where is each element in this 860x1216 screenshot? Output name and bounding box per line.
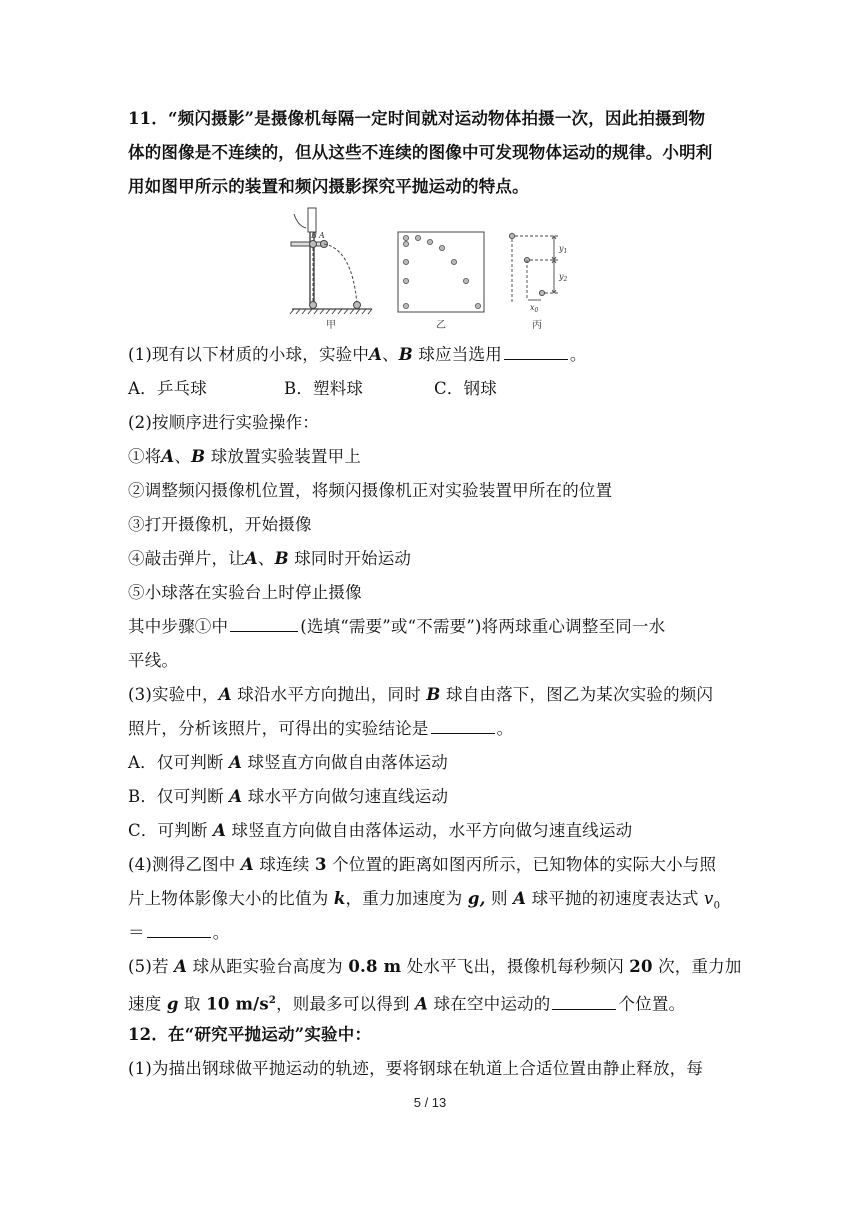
- q12-part1: (1)为描出钢球做平抛运动的轨迹，要将钢球在轨道上合适位置由静止释放，每: [128, 1059, 704, 1078]
- q11-part5-line2: 速度 g 取 10 $m/s^2$，则最多可以得到 A 球在空中运动的 个位置。: [128, 994, 686, 1014]
- label-A: A: [319, 231, 325, 240]
- q11-part2-question: 其中步骤①中 (选填“需要”或“不需要”)将两球重心调整至同一水: [128, 617, 666, 636]
- label-x0: $x_0$: [530, 303, 539, 314]
- q11-part3-option-c: C．可判断 A 球竖直方向做自由落体运动，水平方向做匀速直线运动: [128, 821, 633, 840]
- label-yi: 乙: [436, 320, 446, 331]
- q11-part3-option-b: B．仅可判断 A 球水平方向做匀速直线运动: [128, 787, 449, 806]
- q11-part4-line3: ＝ 。: [128, 923, 230, 942]
- q11-part2-step2: ②调整频闪摄像机位置，将频闪摄像机正对实验装置甲所在的位置: [128, 481, 613, 500]
- q11-part2-question-cont: 平线。: [128, 651, 179, 670]
- q11-intro-line-2: 体的图像是不连续的，但从这些不连续的图像中可发现物体运动的规律。小明利: [128, 143, 713, 162]
- q11-figure: [282, 204, 582, 334]
- answer-blank-4[interactable]: [147, 923, 211, 938]
- q11-part1: (1)现有以下材质的小球，实验中A、B 球应当选用 。: [128, 345, 587, 364]
- label-B: B: [311, 231, 317, 240]
- answer-blank-3[interactable]: [431, 719, 495, 734]
- q11-part2-step4: ④敲击弹片，让A、B 球同时开始运动: [128, 549, 412, 568]
- q11-part2-step3: ③打开摄像机，开始摄像: [128, 515, 312, 534]
- q11-part3-option-a: A．仅可判断 A 球竖直方向做自由落体运动: [128, 753, 448, 772]
- q12-title: 12．在“研究平抛运动”实验中：: [128, 1025, 372, 1044]
- q11-part2-step5: ⑤小球落在实验台上时停止摄像: [128, 583, 362, 602]
- answer-blank-1[interactable]: [504, 345, 568, 360]
- q11-intro-line-3: 用如图甲所示的装置和频闪摄影探究平抛运动的特点。: [128, 177, 529, 196]
- photo-yi: [398, 232, 484, 312]
- label-y2: $y_2$: [559, 272, 568, 283]
- page-number: 5 / 13: [413, 1095, 447, 1110]
- q11-part2-title: (2)按顺序进行实验操作：: [128, 413, 319, 432]
- answer-blank-2[interactable]: [230, 617, 298, 632]
- q11-part5-line1: (5)若 A 球从距实验台高度为 0.8 m 处水平飞出，摄像机每秒频闪 20 次，重力加: [128, 957, 742, 976]
- option-b: B．塑料球: [284, 379, 364, 398]
- label-y1: $y_1$: [559, 244, 568, 255]
- q11-part3-line2: 照片，分析该照片，可得出的实验结论是 。: [128, 719, 514, 738]
- apparatus-jia: [290, 208, 372, 314]
- q11-part2-step1: ①将A、B 球放置实验装置甲上: [128, 447, 362, 466]
- label-jia: 甲: [326, 320, 336, 331]
- q11-part4-line2: 片上物体影像大小的比值为 k，重力加速度为 g, 则 A 球平抛的初速度表达式 $v_0$: [128, 889, 721, 912]
- diagram-bing: [509, 233, 558, 304]
- q11-intro-line-1: 11．“频闪摄影”是摄像机每隔一定时间就对运动物体拍摄一次，因此拍摄到物: [128, 109, 706, 128]
- q11-part3-line1: (3)实验中，A 球沿水平方向抛出，同时 B 球自由落下，图乙为某次实验的频闪: [128, 685, 714, 704]
- option-c: C．钢球: [434, 379, 497, 398]
- label-bing: 丙: [532, 320, 542, 331]
- option-a: A．乒乓球: [128, 379, 207, 398]
- q11-part4-line1: (4)测得乙图中 A 球连续 3 个位置的距离如图丙所示，已知物体的实际大小与照: [128, 855, 717, 874]
- q11-part1-options: [128, 378, 738, 400]
- answer-blank-5[interactable]: [552, 995, 616, 1010]
